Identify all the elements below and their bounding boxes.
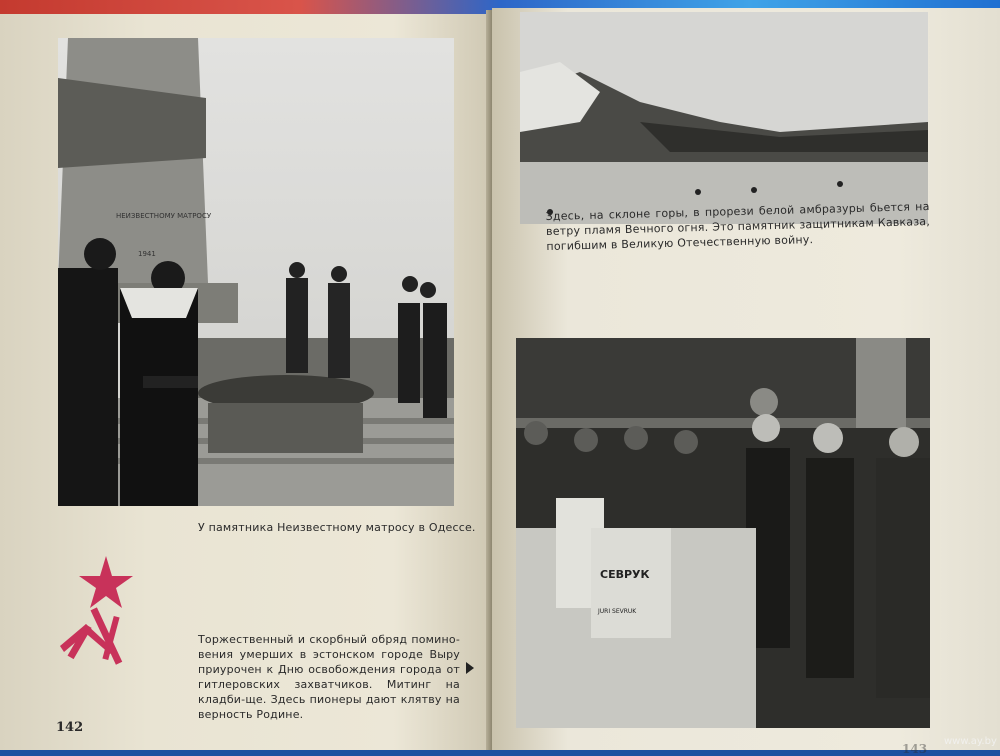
arrow-right-icon (466, 662, 474, 674)
page-number-left: 142 (56, 720, 84, 735)
photo-caucasus-image (520, 12, 928, 224)
watermark: www.ay.by (944, 736, 997, 747)
left-page (0, 14, 492, 750)
page-number-right: 143 (902, 742, 928, 756)
photo-pioneers-image (516, 338, 930, 728)
caption-caucasus: Здесь, на склоне горы, в прорези белой амбразуры бьется на ветру пламя Вечного огня. Это памятник защитникам Кавказа, погибшим в Великую Отечественную войну. (545, 199, 931, 254)
obelisk-inscription: НЕИЗВЕСТНОМУ МАТРОСУ (116, 212, 212, 220)
photo-monument-sailors-image (58, 38, 454, 506)
caption-odessa: У памятника Неизвестному матросу в Одессе. (198, 521, 476, 534)
caption-vyru: Торжественный и скорбный обряд помино-вения умерших в эстонском городе Выру приурочен к Дню освобождения города от гитлеровских захватчиков. Митинг на кладби-ще. Здесь пионеры дают клятву на верность Родине. (198, 633, 460, 721)
red-star-icon (56, 554, 136, 672)
right-page (492, 8, 1000, 756)
photo-monument-sailors (58, 38, 454, 506)
grave-latin: JURI SEVRUK (598, 608, 637, 615)
photo-pioneers-oath (516, 338, 930, 728)
grave-name: СЕВРУК (600, 568, 650, 581)
photo-caucasus-memorial (520, 12, 928, 224)
obelisk-year: 1941 (138, 250, 156, 258)
